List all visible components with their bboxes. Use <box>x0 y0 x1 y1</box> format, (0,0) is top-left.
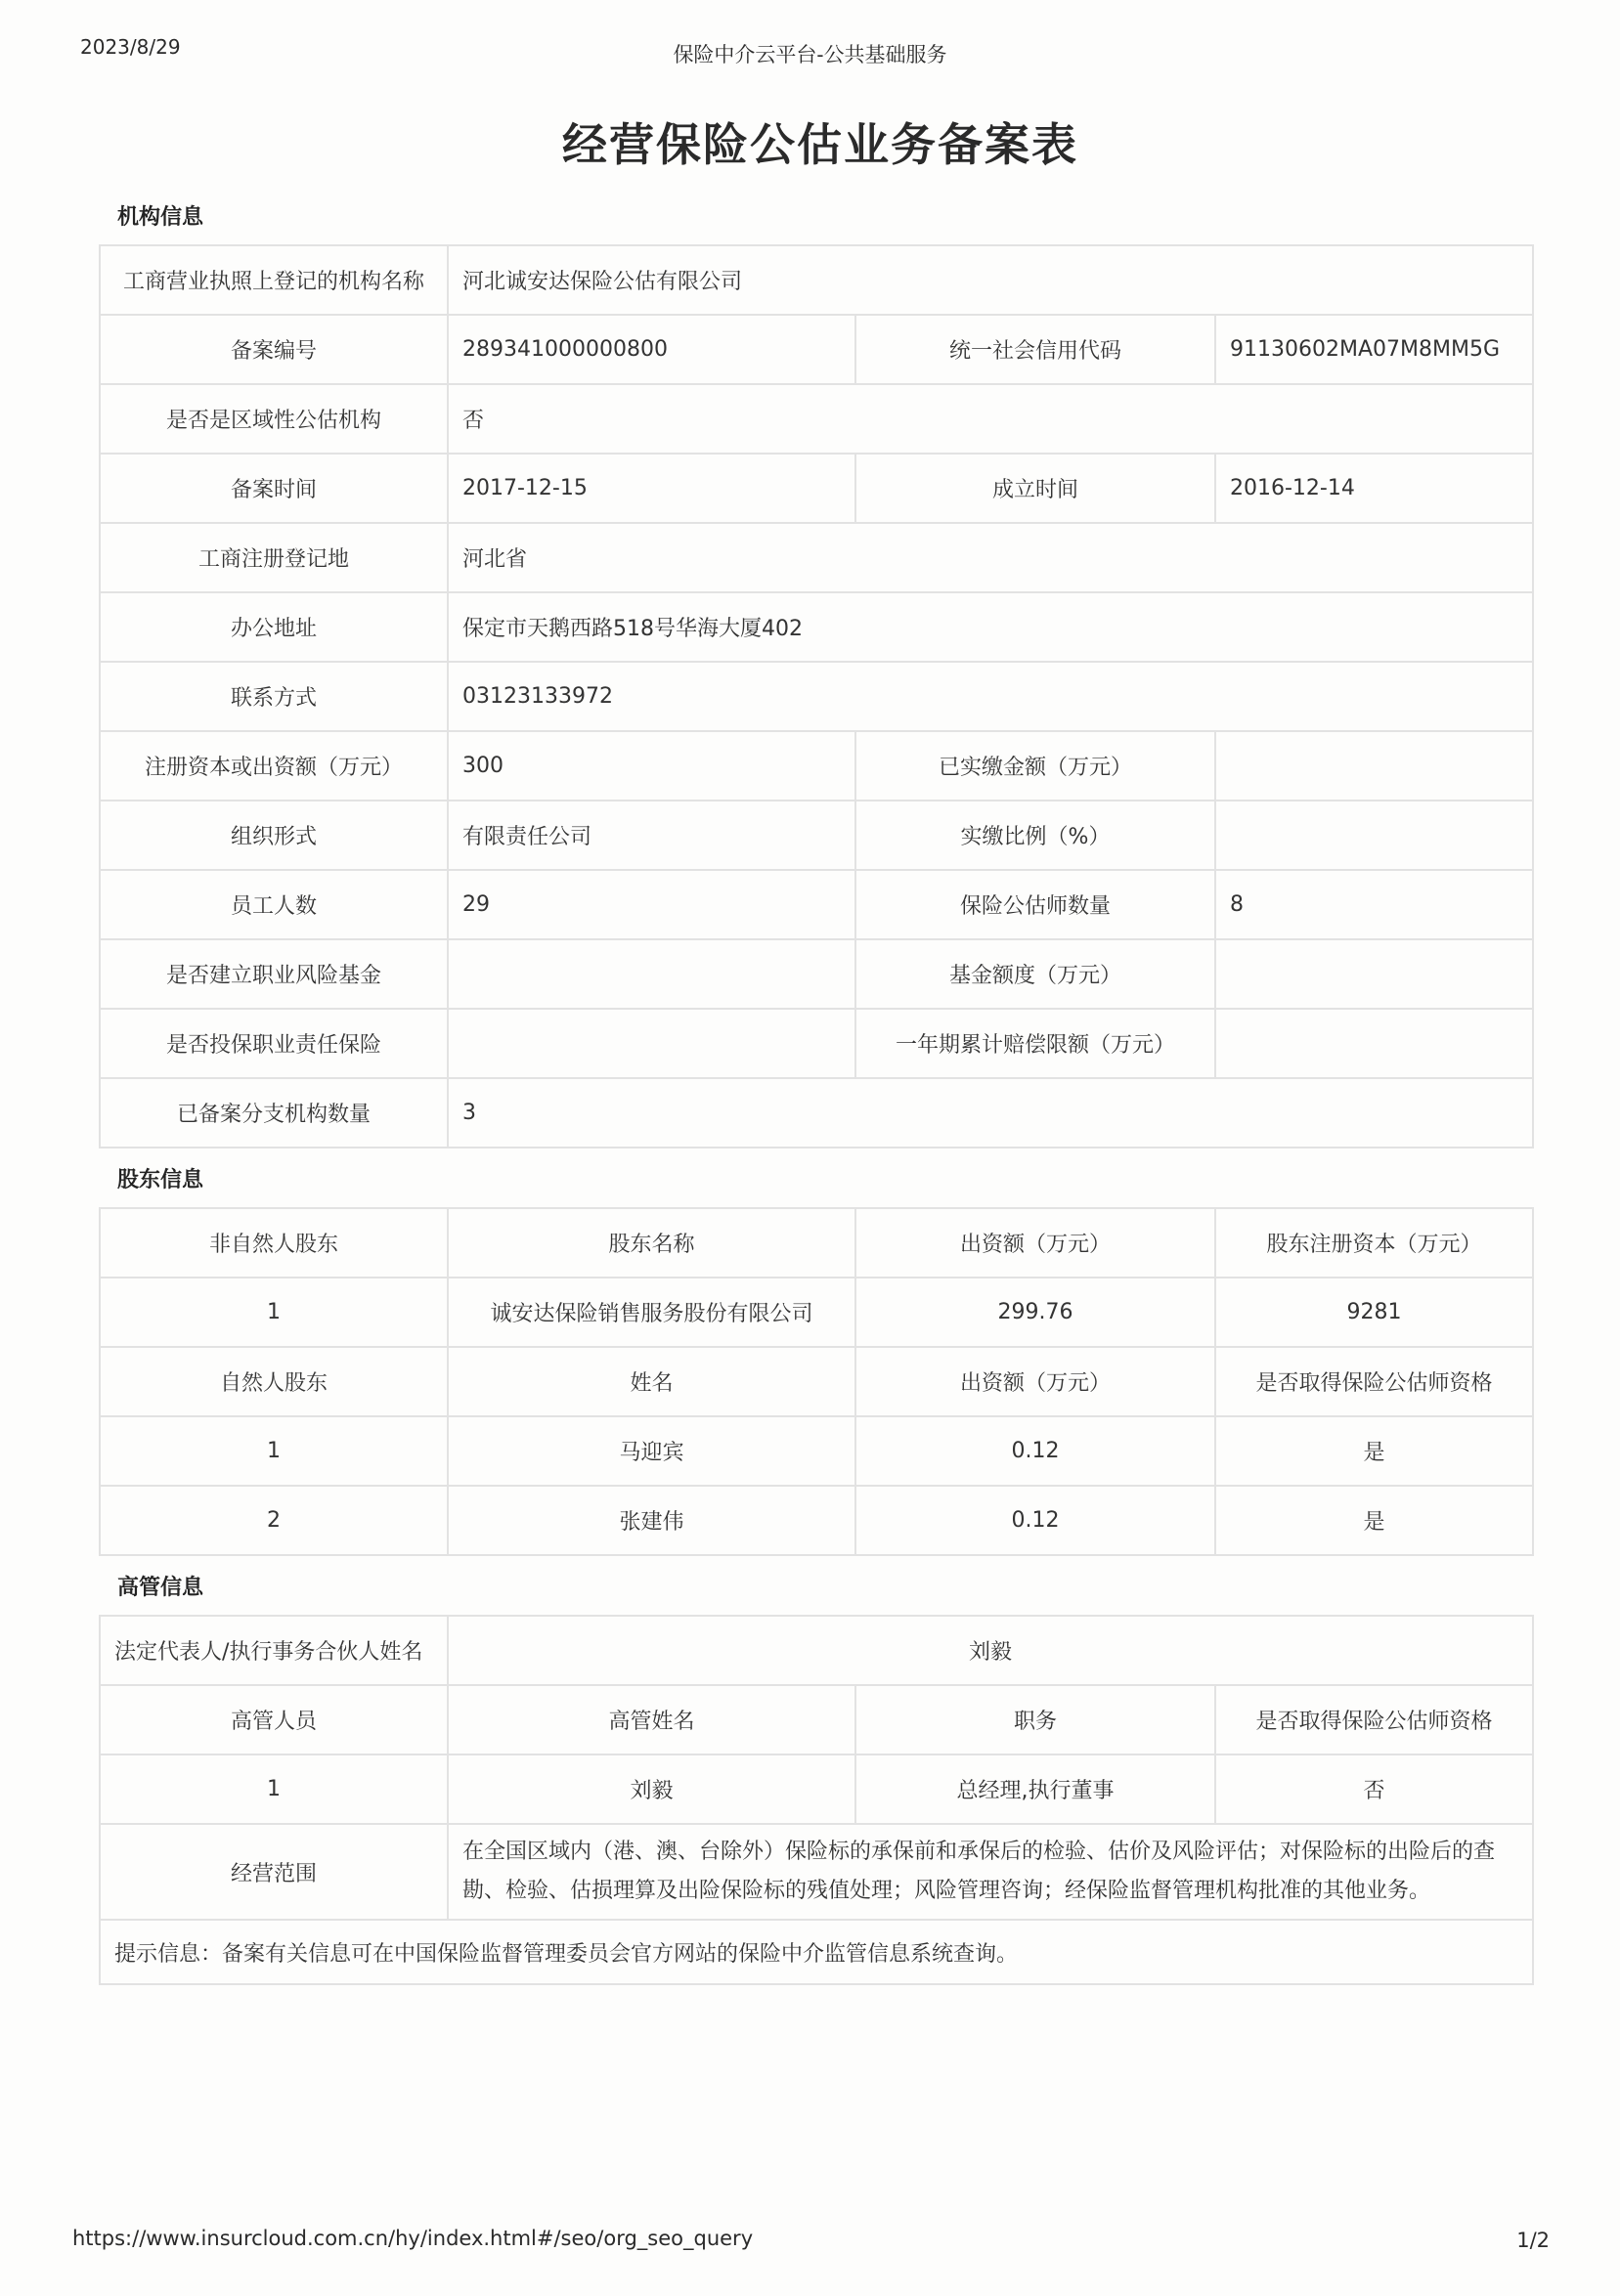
print-date: 2023/8/29 <box>80 35 181 59</box>
field-value: 29 <box>448 870 855 939</box>
field-label: 工商注册登记地 <box>100 523 448 592</box>
column-header: 高管姓名 <box>448 1685 855 1754</box>
page-title: 经营保险公估业务备案表 <box>562 118 1078 171</box>
field-label: 保险公估师数量 <box>855 870 1215 939</box>
table-row <box>100 1486 1533 1555</box>
field-label: 一年期累计赔偿限额（万元） <box>855 1009 1215 1078</box>
column-header: 姓名 <box>448 1347 855 1416</box>
field-label: 办公地址 <box>100 592 448 662</box>
table-cell: 0.12 <box>855 1416 1215 1486</box>
field-label: 实缴比例（%） <box>855 801 1215 870</box>
section-institution: 机构信息 <box>117 204 204 230</box>
table-cell: 否 <box>1215 1754 1533 1824</box>
column-header: 自然人股东 <box>100 1347 448 1416</box>
field-label: 已备案分支机构数量 <box>100 1078 448 1148</box>
field-value <box>1215 801 1533 870</box>
field-label: 注册资本或出资额（万元） <box>100 731 448 801</box>
business-scope: 在全国区域内（港、澳、台除外）保险标的承保前和承保后的检验、估价及风险评估；对保险标的出险后的查勘、检验、估损理算及出险保险标的残值处理；风险管理咨询；经保险监督管理机构批准的其他业务。 <box>448 1824 1533 1920</box>
section-executives: 高管信息 <box>117 1575 204 1600</box>
column-header: 是否取得保险公估师资格 <box>1215 1347 1533 1416</box>
field-label: 基金额度（万元） <box>855 939 1215 1009</box>
column-header: 是否取得保险公估师资格 <box>1215 1685 1533 1754</box>
footer-url: https://www.insurcloud.com.cn/hy/index.html#/seo/org_seo_query <box>72 2227 754 2250</box>
field-value: 河北省 <box>448 523 1533 592</box>
table-cell: 是 <box>1215 1416 1533 1486</box>
field-value: 2016-12-14 <box>1215 454 1533 523</box>
field-value: 03123133972 <box>448 662 1533 731</box>
field-value: 河北诚安达保险公估有限公司 <box>448 245 1533 315</box>
table-row <box>100 1278 1533 1347</box>
column-header: 出资额（万元） <box>855 1208 1215 1278</box>
field-label: 统一社会信用代码 <box>855 315 1215 384</box>
field-label: 工商营业执照上登记的机构名称 <box>100 245 448 315</box>
field-label: 已实缴金额（万元） <box>855 731 1215 801</box>
field-value <box>448 1009 855 1078</box>
field-label: 是否建立职业风险基金 <box>100 939 448 1009</box>
site-header: 保险中介云平台-公共基础服务 <box>673 43 947 66</box>
table-cell: 张建伟 <box>448 1486 855 1555</box>
filing-table <box>99 186 1534 1985</box>
field-value <box>1215 1009 1533 1078</box>
table-cell: 诚安达保险销售服务股份有限公司 <box>448 1278 855 1347</box>
field-label: 备案时间 <box>100 454 448 523</box>
field-label: 经营范围 <box>100 1824 448 1920</box>
table-cell: 1 <box>100 1754 448 1824</box>
table-cell: 总经理,执行董事 <box>855 1754 1215 1824</box>
field-label: 组织形式 <box>100 801 448 870</box>
table-cell: 1 <box>100 1278 448 1347</box>
table-cell: 1 <box>100 1416 448 1486</box>
column-header: 股东名称 <box>448 1208 855 1278</box>
field-label: 法定代表人/执行事务合伙人姓名 <box>100 1616 448 1685</box>
field-value <box>1215 939 1533 1009</box>
column-header: 出资额（万元） <box>855 1347 1215 1416</box>
column-header: 职务 <box>855 1685 1215 1754</box>
field-value: 91130602MA07M8MM5G <box>1215 315 1533 384</box>
table-row <box>100 1416 1533 1486</box>
table-row <box>100 1754 1533 1824</box>
field-label: 备案编号 <box>100 315 448 384</box>
field-value: 8 <box>1215 870 1533 939</box>
table-cell: 9281 <box>1215 1278 1533 1347</box>
table-header-row <box>100 1347 1533 1416</box>
table-cell: 是 <box>1215 1486 1533 1555</box>
field-value: 保定市天鹅西路518号华海大厦402 <box>448 592 1533 662</box>
filing-form <box>99 186 1532 1985</box>
field-value: 300 <box>448 731 855 801</box>
page-number: 1/2 <box>1516 2229 1550 2252</box>
field-label: 成立时间 <box>855 454 1215 523</box>
table-cell: 2 <box>100 1486 448 1555</box>
column-header: 非自然人股东 <box>100 1208 448 1278</box>
table-header-row <box>100 1685 1533 1754</box>
field-value <box>1215 731 1533 801</box>
table-cell: 马迎宾 <box>448 1416 855 1486</box>
table-cell: 刘毅 <box>448 1754 855 1824</box>
table-header-row <box>100 1208 1533 1278</box>
field-label: 是否投保职业责任保险 <box>100 1009 448 1078</box>
table-cell: 0.12 <box>855 1486 1215 1555</box>
field-label: 员工人数 <box>100 870 448 939</box>
field-value: 289341000000800 <box>448 315 855 384</box>
field-label: 联系方式 <box>100 662 448 731</box>
table-cell: 299.76 <box>855 1278 1215 1347</box>
field-value <box>448 939 855 1009</box>
tip-message: 提示信息：备案有关信息可在中国保险监督管理委员会官方网站的保险中介监管信息系统查询。 <box>100 1920 1533 1984</box>
column-header: 股东注册资本（万元） <box>1215 1208 1533 1278</box>
section-shareholders: 股东信息 <box>117 1167 204 1192</box>
column-header: 高管人员 <box>100 1685 448 1754</box>
field-value: 有限责任公司 <box>448 801 855 870</box>
field-value: 否 <box>448 384 1533 454</box>
field-label: 是否是区域性公估机构 <box>100 384 448 454</box>
field-value: 3 <box>448 1078 1533 1148</box>
field-value: 2017-12-15 <box>448 454 855 523</box>
field-value: 刘毅 <box>448 1616 1533 1685</box>
